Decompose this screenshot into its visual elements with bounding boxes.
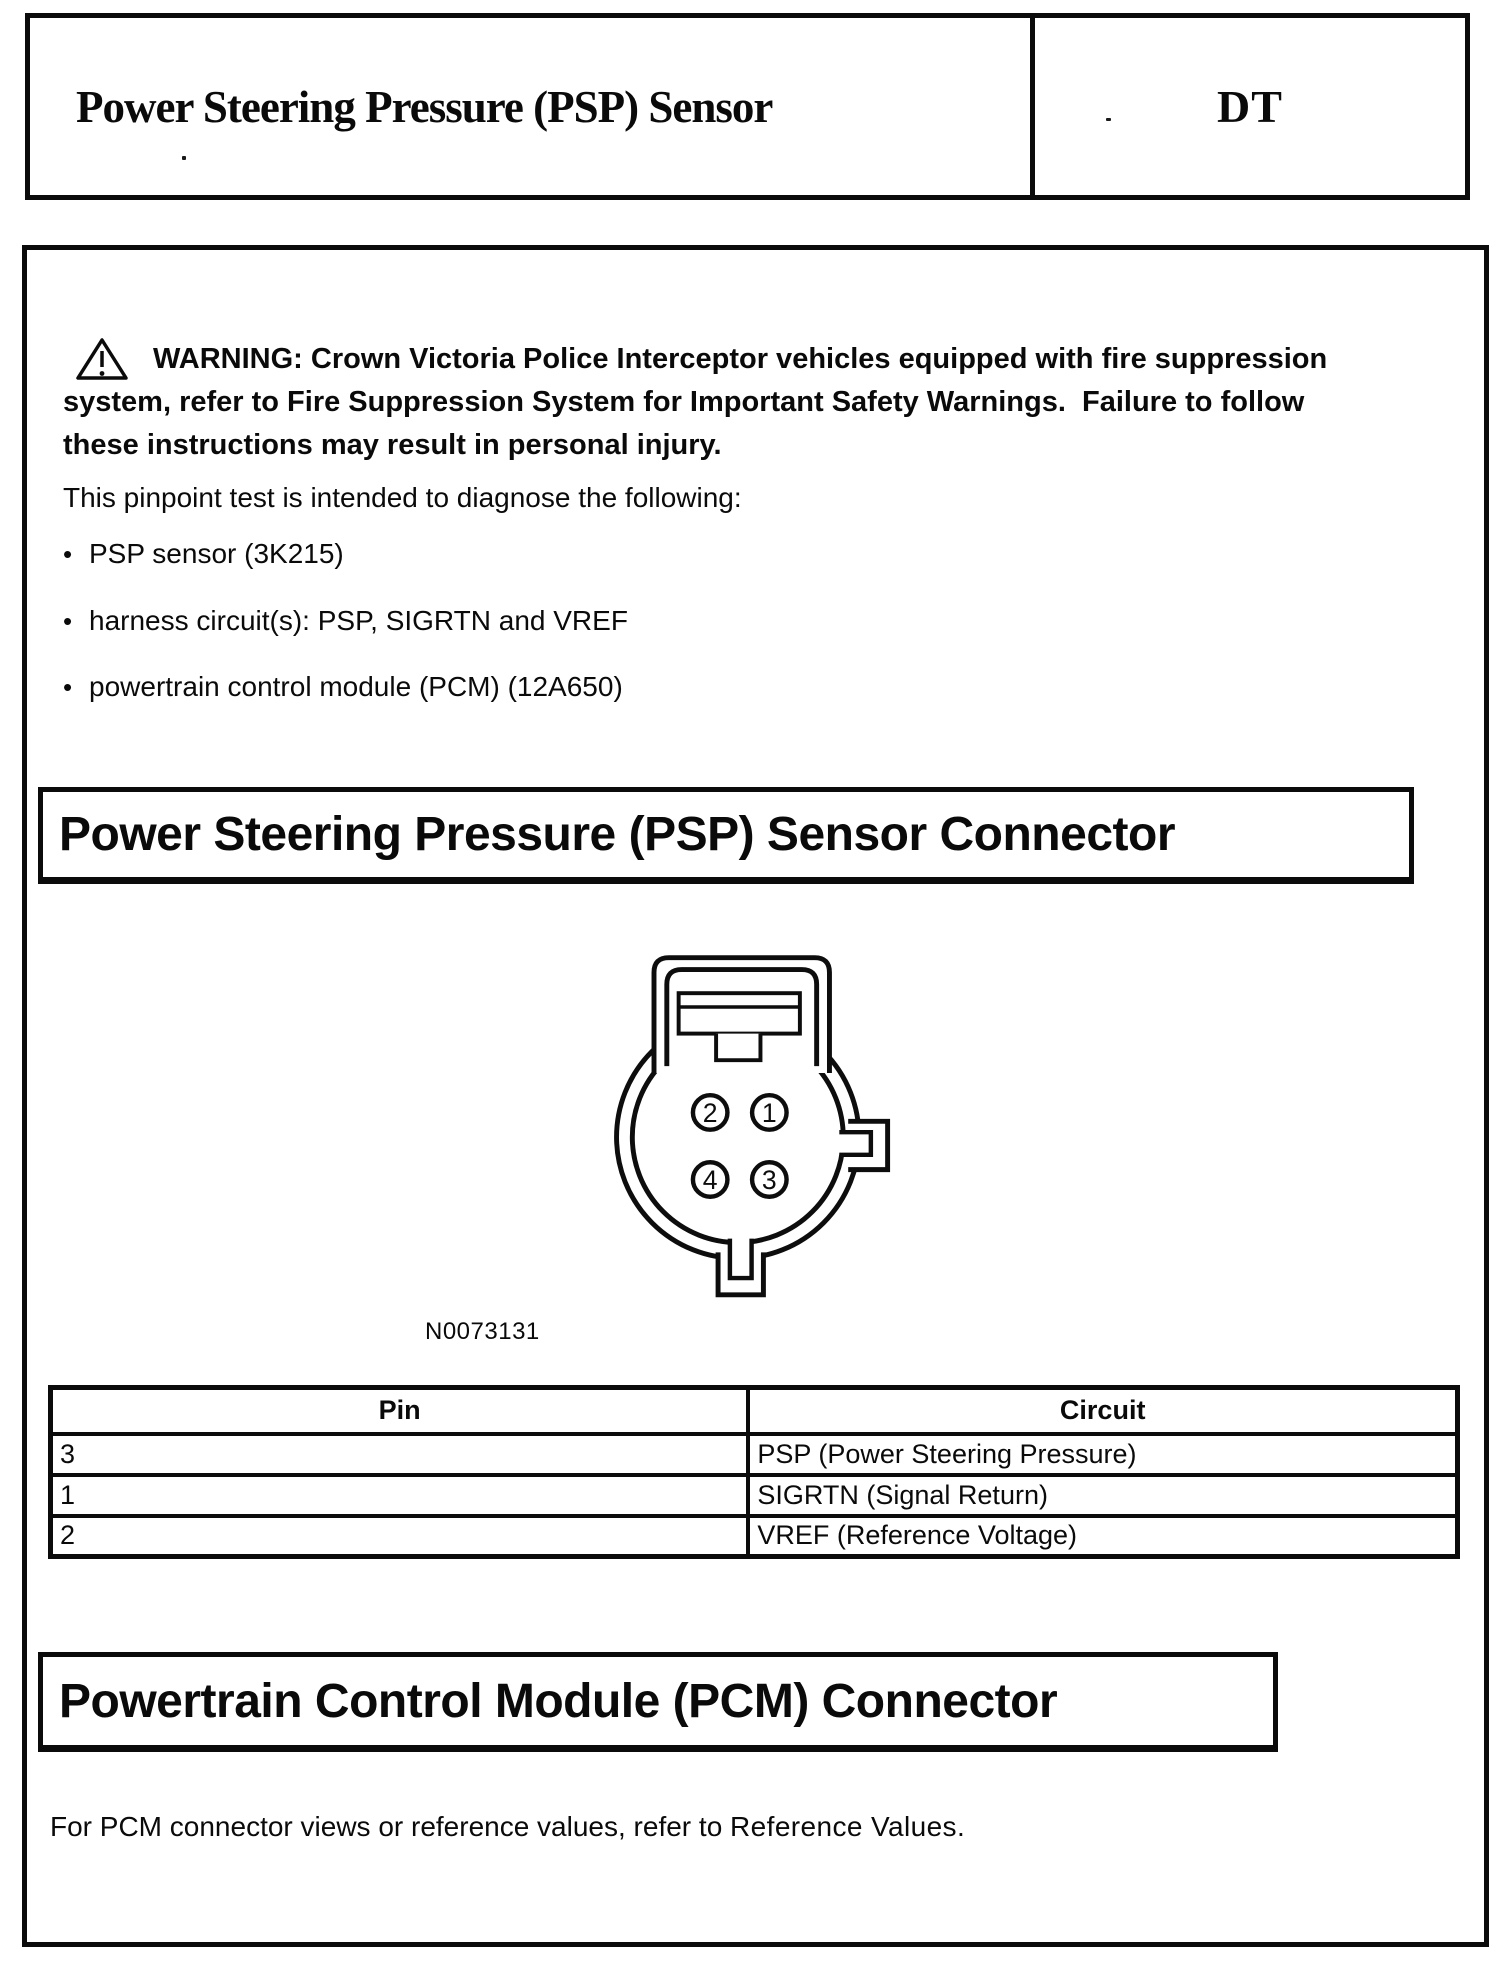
warning-block: [63, 338, 1468, 467]
table-row: [51, 1516, 1458, 1557]
pinpoint-test-code: DT: [1217, 81, 1283, 132]
reference-values-link[interactable]: Reference Values.: [730, 1811, 966, 1842]
psp-sensor-connector-figure: [580, 937, 935, 1351]
warning-text-line: WARNING: Crown Victoria Police Interceptor vehicles equipped with fire suppression: [153, 343, 1328, 375]
warning-text-line: system, refer to Fire Suppression System for Important Safety Warnings. Failure to follow: [63, 386, 1305, 418]
bullet-item: [63, 671, 623, 703]
table-row: [51, 1434, 1458, 1475]
pin-cell: 2: [51, 1516, 749, 1557]
scan-artifact: [182, 156, 186, 160]
bullet-item: [63, 605, 628, 637]
bullet-text: harness circuit(s): PSP, SIGRTN and VREF: [89, 605, 628, 636]
table-row: [51, 1475, 1458, 1516]
pin-2-number: 2: [702, 1097, 718, 1128]
bullet-text: PSP sensor (3K215): [89, 538, 344, 569]
footer-note: [50, 1811, 965, 1843]
section-heading-label: Powertrain Control Module (PCM) Connector: [59, 1674, 1058, 1728]
section-heading-psp-connector: [38, 787, 1414, 884]
section-heading-label: Power Steering Pressure (PSP) Sensor Connector: [59, 808, 1175, 861]
bullet-dot: •: [63, 672, 73, 702]
column-header-circuit: Circuit: [748, 1388, 1457, 1434]
scan-artifact: [1106, 118, 1111, 121]
pin-3-number: 3: [761, 1164, 777, 1195]
document-header: [25, 13, 1470, 200]
pin-4-number: 4: [702, 1164, 718, 1195]
connector-latch-catch: [716, 1034, 760, 1061]
footer-note-text: For PCM connector views or reference values, refer to: [50, 1811, 731, 1842]
circuit-cell: VREF (Reference Voltage): [748, 1516, 1457, 1557]
circuit-cell: PSP (Power Steering Pressure): [748, 1434, 1457, 1475]
page-title: Power Steering Pressure (PSP) Sensor: [76, 81, 773, 132]
pin-1-number: 1: [761, 1097, 777, 1128]
connector-latch-plate: [679, 993, 800, 1033]
bullet-text: powertrain control module (PCM) (12A650): [89, 671, 623, 702]
bullet-dot: •: [63, 606, 73, 636]
bullet-dot: •: [63, 539, 73, 569]
pin-cell: 3: [51, 1434, 749, 1475]
content-box: [22, 245, 1489, 1947]
pin-cell: 1: [51, 1475, 749, 1516]
figure-id-label: N0073131: [425, 1318, 540, 1345]
bullet-item: [63, 538, 344, 570]
warning-text-line: these instructions may result in personal injury.: [63, 429, 722, 461]
column-header-pin: Pin: [51, 1388, 749, 1434]
connector-bottom-keyway: [730, 1239, 752, 1278]
connector-side-notch: [839, 1132, 871, 1155]
circuit-cell: SIGRTN (Signal Return): [748, 1475, 1457, 1516]
intro-text: This pinpoint test is intended to diagnose the following:: [63, 482, 742, 513]
section-heading-pcm-connector: [38, 1652, 1278, 1752]
header-title-cell: [30, 18, 1030, 195]
header-code-cell: [1030, 18, 1465, 195]
table-header-row: [51, 1388, 1458, 1434]
pin-circuit-table: [48, 1385, 1460, 1559]
